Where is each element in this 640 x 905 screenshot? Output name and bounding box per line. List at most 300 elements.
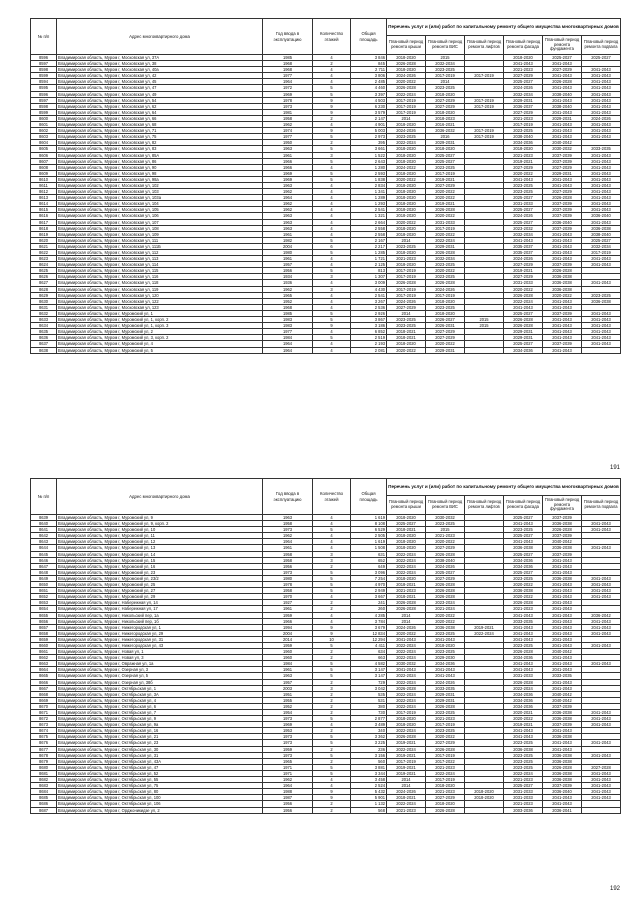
row-elev: 2018-2020	[465, 789, 504, 795]
row-base: 2041-2043	[582, 329, 621, 335]
row-year: 1964	[263, 341, 313, 347]
row-base: 2041-2043	[582, 79, 621, 85]
row-facade: 2029-2031	[504, 335, 543, 341]
row-roof: 2022-2024	[387, 551, 426, 557]
row-roof: 2018-2020	[387, 201, 426, 207]
row-ins: 2017-2019	[426, 73, 465, 79]
row-facade: 2024-2026	[504, 213, 543, 219]
row-ins: 2020-2022	[426, 734, 465, 740]
row-roof: 2019-2021	[387, 740, 426, 746]
row-address: Владимирская область, Муром г, Московская ул, 85А	[57, 152, 263, 158]
row-base: 2041-2043	[582, 335, 621, 341]
row-found: 2037-2039	[543, 551, 582, 557]
row-address: Владимирская область, Муром г, Муромский ул, 3, корп. 2	[57, 335, 263, 341]
row-address: Владимирская область, Муром г, Новая ул, 3	[57, 655, 263, 661]
row-facade: 2041-2043	[504, 304, 543, 310]
header-address: Адрес многоквартирного дома	[57, 19, 263, 55]
row-floors: 2	[313, 563, 351, 569]
row-floors: 4	[313, 521, 351, 527]
row-ins: 2026-2028	[426, 551, 465, 557]
row-floors: 9	[313, 103, 351, 109]
row-base: 2036-2038	[582, 225, 621, 231]
row-facade: 2041-2043	[504, 521, 543, 527]
row-address: Владимирская область, Муром г, Московская ул, 82	[57, 140, 263, 146]
page-number: 192	[609, 886, 620, 892]
row-found: 2026-2028	[543, 79, 582, 85]
row-base: 2041-2043	[582, 582, 621, 588]
row-floors: 5	[313, 158, 351, 164]
row-found: 2020-2022	[543, 292, 582, 298]
row-address: Владимирская область, Муром г, Октябрьская ул, 21	[57, 734, 263, 740]
row-area: 3 225	[351, 740, 387, 746]
row-year: 1936	[263, 280, 313, 286]
row-facade: 2020-2022	[504, 594, 543, 600]
row-number: 8680	[31, 764, 57, 770]
row-ins: 2023-2025	[426, 274, 465, 280]
row-roof: 2014	[387, 310, 426, 316]
row-base: 2041-2043	[582, 182, 621, 188]
row-floors: 5	[313, 588, 351, 594]
row-floors: 5	[313, 770, 351, 776]
row-area: 4 503	[351, 97, 387, 103]
header-facade: Плановый период ремонта фасада	[504, 496, 543, 515]
row-area: 560	[351, 758, 387, 764]
header-ins: Плановый период ремонта ВИС	[426, 496, 465, 515]
row-number: 8657	[31, 624, 57, 630]
header-base: Плановый период ремонта подвала	[582, 36, 621, 55]
row-floors: 5	[313, 176, 351, 182]
row-year: 1961	[263, 545, 313, 551]
row-year: 1983	[263, 323, 313, 329]
row-year: 1956	[263, 807, 313, 813]
row-year: 1958	[263, 521, 313, 527]
row-year: 1954	[263, 710, 313, 716]
row-address: Владимирская область, Муром г, Московская ул, 105	[57, 207, 263, 213]
row-area: 652	[351, 557, 387, 563]
row-found: 2040-2042	[543, 691, 582, 697]
row-number: 8660	[31, 642, 57, 648]
row-year: 1959	[263, 642, 313, 648]
header-area: Общая площадь	[351, 479, 387, 515]
row-floors: 5	[313, 335, 351, 341]
row-facade: 2029-2031	[504, 97, 543, 103]
row-address: Владимирская область, Муром г, Новая ул, 1	[57, 649, 263, 655]
row-floors: 4	[313, 55, 351, 61]
row-ins: 2018-2020	[426, 310, 465, 316]
row-found: 2037-2039	[543, 341, 582, 347]
row-ins: 2041-2043	[426, 673, 465, 679]
row-elev: 2017-2019	[465, 128, 504, 134]
row-found: 2041-2043	[543, 655, 582, 661]
row-floors: 4	[313, 347, 351, 353]
row-number: 8598	[31, 67, 57, 73]
row-floors: 4	[313, 280, 351, 286]
row-roof: 2022-2024	[387, 569, 426, 575]
row-found: 2029-2031	[543, 115, 582, 121]
row-ins: 2027-2029	[426, 103, 465, 109]
row-year: 1973	[263, 103, 313, 109]
row-facade: 2041-2043	[504, 61, 543, 67]
row-facade: 2022-2024	[504, 770, 543, 776]
row-found: 2041-2043	[543, 740, 582, 746]
row-year: 1963	[263, 219, 313, 225]
row-area: 2 877	[351, 716, 387, 722]
row-found: 2041-2043	[543, 73, 582, 79]
row-address: Владимирская область, Муром г, Октябрьская ул, 75	[57, 783, 263, 789]
row-number: 8618	[31, 225, 57, 231]
row-address: Владимирская область, Муром г, Московская ул, 109	[57, 231, 263, 237]
row-address: Владимирская область, Муром г, Московская ул, 49	[57, 91, 263, 97]
row-base: 2041-2043	[582, 789, 621, 795]
row-address: Владимирская область, Муром г, Октябрьская ул, 9	[57, 716, 263, 722]
row-found: 2041-2043	[543, 594, 582, 600]
table-body	[31, 515, 621, 814]
row-area: 2 125	[351, 262, 387, 268]
row-elev: 2022-2024	[465, 630, 504, 636]
row-area: 7 254	[351, 575, 387, 581]
row-floors: 2	[313, 649, 351, 655]
row-address: Владимирская область, Муром г, Московская ул, 54	[57, 97, 263, 103]
row-ins: 2020-2022	[426, 213, 465, 219]
row-base: 2041-2043	[582, 176, 621, 182]
row-number: 8675	[31, 734, 57, 740]
row-found: 2037-2039	[543, 225, 582, 231]
row-address: Владимирская область, Муром г, Московская ул, 111	[57, 237, 263, 243]
row-found: 2041-2043	[543, 182, 582, 188]
row-floors: 2	[313, 801, 351, 807]
row-year: 2014	[263, 636, 313, 642]
row-base: 2025-2027	[582, 237, 621, 243]
row-number: 8597	[31, 61, 57, 67]
row-facade: 2041-2043	[504, 237, 543, 243]
row-facade: 2034-2036	[504, 691, 543, 697]
row-ins: 2020-2022	[426, 189, 465, 195]
row-found: 2026-2028	[543, 268, 582, 274]
row-found: 2041-2043	[543, 582, 582, 588]
row-base: 2036-2042	[582, 612, 621, 618]
row-roof: 2021-2023	[387, 256, 426, 262]
row-area: 531	[351, 697, 387, 703]
row-floors: 4	[313, 533, 351, 539]
row-base: 2041-2043	[582, 103, 621, 109]
row-found: 2037-2039	[543, 310, 582, 316]
row-area: 340	[351, 728, 387, 734]
row-address: Владимирская область, Муром г, Октябрьская ул, 30	[57, 746, 263, 752]
row-area: 6 529	[351, 527, 387, 533]
row-elev: 2017-2019	[465, 73, 504, 79]
row-roof: 2018-2020	[387, 152, 426, 158]
row-found: 2041-2043	[543, 728, 582, 734]
row-floors: 5	[313, 582, 351, 588]
row-found: 2036-2038	[543, 716, 582, 722]
row-ins: 2027-2029	[426, 97, 465, 103]
row-area: 236	[351, 746, 387, 752]
row-found: 2041-2043	[543, 612, 582, 618]
row-found: 2036-2040	[543, 789, 582, 795]
row-roof: 2023-2025	[387, 134, 426, 140]
row-found: 2041-2043	[543, 661, 582, 667]
row-elev: 2019-2021	[465, 624, 504, 630]
row-floors: 9	[313, 789, 351, 795]
row-year: 1965	[263, 758, 313, 764]
row-base: 2041-2043	[582, 618, 621, 624]
row-facade: 2027-2029	[504, 164, 543, 170]
row-number: 8655	[31, 612, 57, 618]
row-base: 2017-2019	[582, 250, 621, 256]
row-address: Владимирская область, Муром г, Московская ул, 122	[57, 298, 263, 304]
row-area: 730	[351, 710, 387, 716]
row-floors: 4	[313, 545, 351, 551]
row-ins: 2027-2029	[426, 335, 465, 341]
register-page-2	[30, 478, 620, 814]
row-year: 1977	[263, 329, 313, 335]
row-floors: 9	[313, 97, 351, 103]
row-number: 8598	[31, 103, 57, 109]
row-found: 2041-2043	[543, 746, 582, 752]
row-ins: 2017-2019	[426, 777, 465, 783]
row-roof: 2018-2020	[387, 158, 426, 164]
header-found: Плановый период ремонта фундамента	[543, 36, 582, 55]
row-floors: 4	[313, 618, 351, 624]
row-address: Владимирская область, Муром г, Октябрьская ул, 47	[57, 764, 263, 770]
row-roof: 2023-2025	[387, 243, 426, 249]
row-base: 2041-2043	[582, 594, 621, 600]
row-facade: 2041-2043	[504, 624, 543, 630]
row-facade: 2034-2036	[504, 140, 543, 146]
row-facade: 2025-2027	[504, 569, 543, 575]
row-found: 2040-2042	[543, 649, 582, 655]
row-facade: 2025-2027	[504, 533, 543, 539]
row-floors: 2	[313, 728, 351, 734]
row-year: 1969	[263, 170, 313, 176]
row-facade: 2038-2040	[504, 134, 543, 140]
header-num: № п/п	[31, 19, 57, 55]
row-year: 1958	[263, 551, 313, 557]
row-number: 8638	[31, 347, 57, 353]
row-facade: 2027-2029	[504, 274, 543, 280]
row-floors: 5	[313, 734, 351, 740]
row-area: 2 643	[351, 158, 387, 164]
row-elev: 2017-2019	[465, 134, 504, 140]
row-number: 8673	[31, 722, 57, 728]
row-facade: 2034-2036	[504, 563, 543, 569]
row-area: 3 661	[351, 146, 387, 152]
row-address: Владимирская область, Муром г, Муромский ул, 13	[57, 545, 263, 551]
row-number: 8639	[31, 515, 57, 521]
row-roof: 2022-2024	[387, 746, 426, 752]
row-facade: 2033-2035	[504, 618, 543, 624]
row-floors: 2	[313, 679, 351, 685]
row-found: 2041-2043	[543, 231, 582, 237]
row-base: 2036-2040	[582, 213, 621, 219]
row-roof: 2017-2019	[387, 292, 426, 298]
header-found: Плановый период ремонта фундамента	[543, 496, 582, 515]
row-area: 2 664	[351, 219, 387, 225]
row-number: 8627	[31, 280, 57, 286]
row-year: 1962	[263, 286, 313, 292]
row-address: Владимирская область, Муром г, Московская ул, 112	[57, 250, 263, 256]
row-found: 2036-2038	[543, 286, 582, 292]
row-ins: 2023-2025	[426, 304, 465, 310]
row-found: 2025-2027	[543, 55, 582, 61]
row-ins: 2025-2027	[426, 158, 465, 164]
row-found: 2036-2038	[543, 710, 582, 716]
row-floors: 4	[313, 777, 351, 783]
row-ins: 2027-2029	[426, 575, 465, 581]
row-area: 1 132	[351, 801, 387, 807]
row-ins: 2026-2028	[426, 250, 465, 256]
row-floors: 2	[313, 758, 351, 764]
row-base: 2041-2043	[582, 722, 621, 728]
row-ins: 2016	[426, 134, 465, 140]
row-area: 4 430	[351, 286, 387, 292]
row-address: Владимирская область, Муром г, Московская ул, 98а	[57, 176, 263, 182]
row-facade: 2017-2019	[504, 122, 543, 128]
row-facade: 2032-2034	[504, 231, 543, 237]
row-elev: 2017-2019	[465, 97, 504, 103]
row-area: 8 108	[351, 521, 387, 527]
row-year: 1972	[263, 85, 313, 91]
row-area: 3 806	[351, 73, 387, 79]
row-roof: 2018-2020	[387, 262, 426, 268]
row-facade: 2025-2027	[504, 219, 543, 225]
row-number: 8608	[31, 164, 57, 170]
row-roof: 2025-2027	[387, 521, 426, 527]
row-number: 8610	[31, 176, 57, 182]
row-area: 634	[351, 649, 387, 655]
row-roof: 2018-2021	[387, 795, 426, 801]
row-roof: 2017-2019	[387, 103, 426, 109]
row-floors: 5	[313, 752, 351, 758]
row-ins: 2027-2029	[426, 740, 465, 746]
row-facade: 2018-2020	[504, 55, 543, 61]
row-elev: 2015	[465, 323, 504, 329]
row-roof: 2021-2023	[387, 588, 426, 594]
row-number: 8594	[31, 79, 57, 85]
row-area: 260	[351, 606, 387, 612]
row-address: Владимирская область, Муром г, Московская ул, 115	[57, 268, 263, 274]
row-area: 663	[351, 655, 387, 661]
row-number: 8677	[31, 746, 57, 752]
row-area: 3 579	[351, 109, 387, 115]
row-found: 2037-2039	[543, 262, 582, 268]
row-number: 8624	[31, 262, 57, 268]
row-facade: 2023-2025	[504, 740, 543, 746]
row-ins: 2018-2020	[426, 642, 465, 648]
row-year: 1963	[263, 673, 313, 679]
row-roof: 2017-2019	[387, 109, 426, 115]
row-ins: 2029-2031	[426, 697, 465, 703]
header-year: Год ввода в эксплуатацию	[263, 479, 313, 515]
row-elev: 2017-2019	[465, 103, 504, 109]
row-facade: 2023-2025	[504, 182, 543, 188]
row-address: Владимирская область, Муром г, Муромский ул, 23/2	[57, 575, 263, 581]
row-base: 2041-2043	[582, 280, 621, 286]
row-roof: 2022-2024	[387, 563, 426, 569]
row-address: Владимирская область, Муром г, Овражная ул, 1а	[57, 661, 263, 667]
row-ins: 2020-2022	[426, 268, 465, 274]
row-ins: 2026-2028	[426, 703, 465, 709]
row-number: 8634	[31, 323, 57, 329]
row-roof: 2018-2020	[387, 533, 426, 539]
row-elev	[465, 807, 504, 813]
row-year: 2004	[263, 243, 313, 249]
row-facade: 2027-2029	[504, 109, 543, 115]
row-number: 8609	[31, 170, 57, 176]
row-found: 2037-2039	[543, 213, 582, 219]
table-body	[31, 55, 621, 354]
row-found: 2036-2040	[543, 219, 582, 225]
row-ins: 2023-2025	[426, 649, 465, 655]
row-found: 2038-2040	[543, 91, 582, 97]
row-year: 1985	[263, 310, 313, 316]
row-roof: 2022-2024	[387, 728, 426, 734]
row-area: 3 397	[351, 91, 387, 97]
row-year: 1994	[263, 624, 313, 630]
row-number: 8622	[31, 250, 57, 256]
row-number: 8663	[31, 661, 57, 667]
row-address: Владимирская область, Муром г, Московская ул, 103а	[57, 195, 263, 201]
row-year: 1973	[263, 569, 313, 575]
row-facade: 2031-2033	[504, 789, 543, 795]
row-number: 8595	[31, 85, 57, 91]
row-roof: 2022-2024	[387, 649, 426, 655]
row-address: Владимирская область, Муром г, Нижегородская ул, 1	[57, 624, 263, 630]
row-area: 3 147	[351, 667, 387, 673]
row-found: 2037-2039	[543, 207, 582, 213]
row-year: 1963	[263, 225, 313, 231]
row-area: 535	[351, 691, 387, 697]
row-base: 2041-2043	[582, 545, 621, 551]
row-address: Владимирская область, Муром г, Озерная ул, 3	[57, 667, 263, 673]
row-number: 8671	[31, 710, 57, 716]
row-roof: 2022-2024	[387, 673, 426, 679]
row-base	[582, 347, 621, 353]
row-base: 2041-2043	[582, 323, 621, 329]
row-roof: 2018-2020	[387, 716, 426, 722]
row-base: 2041-2043	[582, 770, 621, 776]
row-facade: 2023-2025	[504, 752, 543, 758]
row-base: 2041-2043	[582, 134, 621, 140]
row-base: 2041-2043	[582, 158, 621, 164]
row-roof: 2018-2020	[387, 231, 426, 237]
row-address: Владимирская область, Муром г, Октябрьская ул, 52	[57, 770, 263, 776]
row-address: Владимирская область, Муром г, Муромский ул, 25	[57, 582, 263, 588]
row-area: 3 096	[351, 569, 387, 575]
row-year: 1965	[263, 292, 313, 298]
row-ins: 2026-2028	[426, 588, 465, 594]
row-number: 8629	[31, 292, 57, 298]
row-floors: 10	[313, 636, 351, 642]
row-area: 1 619	[351, 539, 387, 545]
row-floors: 4	[313, 195, 351, 201]
row-roof: 2018-2021	[387, 329, 426, 335]
row-roof: 2026-2028	[387, 734, 426, 740]
row-base: 2041-2043	[582, 189, 621, 195]
row-number: 8633	[31, 317, 57, 323]
row-roof: 2018-2020	[387, 195, 426, 201]
row-base: 2041-2043	[582, 527, 621, 533]
row-year: 1968	[263, 67, 313, 73]
row-number: 8603	[31, 134, 57, 140]
row-roof: 2018-2020	[387, 213, 426, 219]
row-ins: 2017-2019	[426, 292, 465, 298]
row-number: 8619	[31, 231, 57, 237]
row-floors: 2	[313, 807, 351, 813]
row-address: Владимирская область, Муром г, Московская ул, 86	[57, 158, 263, 164]
row-facade: 2034-2036	[504, 655, 543, 661]
row-number: 8649	[31, 575, 57, 581]
